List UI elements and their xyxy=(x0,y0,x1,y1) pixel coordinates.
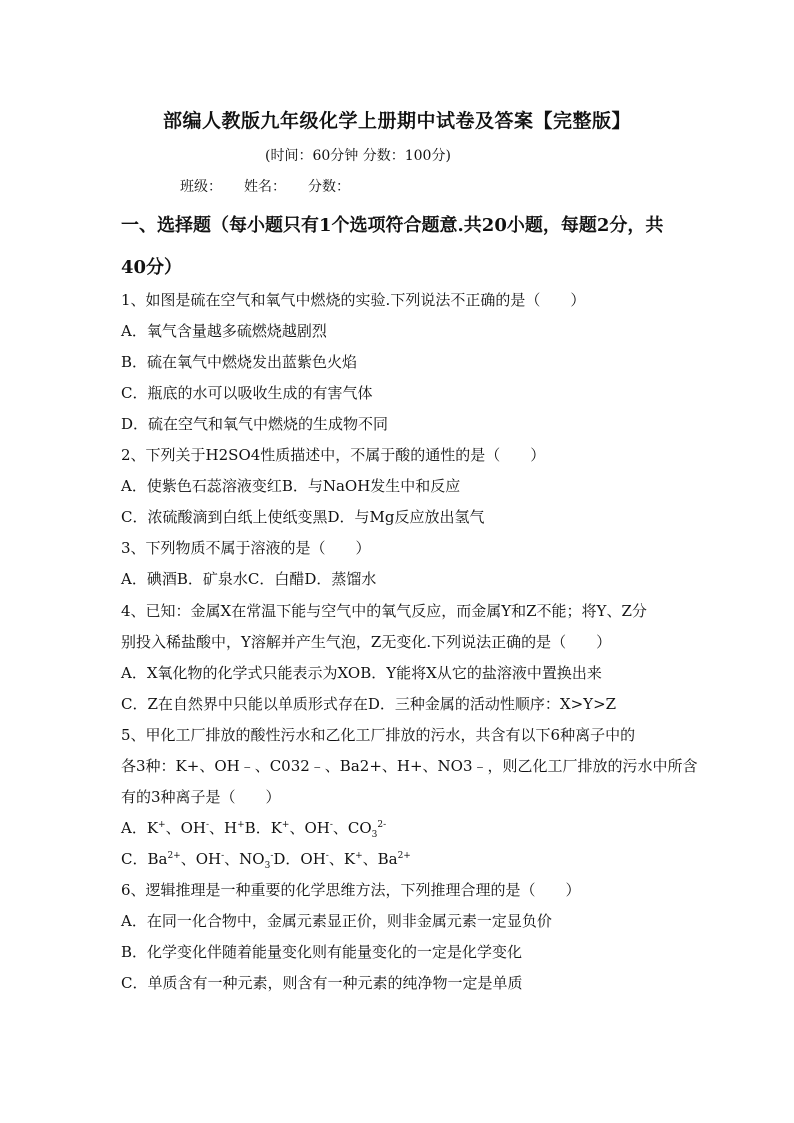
question-5-line1: 5、甲化工厂排放的酸性污水和乙化工厂排放的污水，共含有以下6种离子中的 xyxy=(121,726,636,744)
subscript: 3 xyxy=(264,861,271,871)
question-6: 6、逻辑推理是一种重要的化学思维方法，下列推理合理的是（ ） xyxy=(121,881,581,899)
question-6-option-c: C．单质含有一种元素，则含有一种元素的纯净物一定是单质 xyxy=(121,974,523,992)
text-run: 、CO xyxy=(332,819,372,837)
question-4-options-cd: C．Z在自然界中只能以单质形式存在D．三种金属的活动性顺序：X>Y>Z xyxy=(121,695,617,713)
question-5-line3: 有的3种离子是（ ） xyxy=(121,788,281,806)
superscript: + xyxy=(281,820,290,830)
text-run: 、K xyxy=(328,850,356,868)
text-run: 、Ba xyxy=(362,850,398,868)
subscript: 3 xyxy=(371,830,378,840)
time-score-info: (时间：60分钟 分数：100分) xyxy=(265,148,451,164)
question-1-option-a: A．氧气含量越多硫燃烧越剧烈 xyxy=(121,322,327,340)
question-1-option-d: D．硫在空气和氧气中燃烧的生成物不同 xyxy=(121,415,389,433)
text-run: 、H xyxy=(209,819,238,837)
superscript: - xyxy=(205,820,210,830)
text-run: D．OH xyxy=(273,850,326,868)
question-2-options-ab: A．使紫色石蕊溶液变红B．与NaOH发生中和反应 xyxy=(121,477,461,495)
question-2: 2、下列关于H2SO4性质描述中，不属于酸的通性的是（ ） xyxy=(121,446,546,464)
text-run: 、OH xyxy=(180,850,222,868)
exam-title: 部编人教版九年级化学上册期中试卷及答案【完整版】 xyxy=(162,110,631,132)
question-4-options-ab: A．X氧化物的化学式只能表示为XOB．Y能将X从它的盐溶液中置换出来 xyxy=(121,664,602,682)
text-run: 、OH xyxy=(289,819,330,837)
superscript: + xyxy=(237,820,245,830)
class-label: 班级： xyxy=(180,179,222,195)
question-2-options-cd: C．浓硫酸滴到白纸上使纸变黑D．与Mg反应放出氢气 xyxy=(121,508,485,526)
text-run: C．Ba xyxy=(121,850,168,868)
text-run: B．K xyxy=(244,819,282,837)
section-heading-line2: 40分） xyxy=(121,257,183,278)
superscript: - xyxy=(329,820,333,830)
question-1: 1、如图是硫在空气和氧气中燃烧的实验.下列说法不正确的是（ ） xyxy=(121,291,586,309)
section-heading-line1: 一、选择题（每小题只有1个选项符合题意.共20小题，每题2分，共 xyxy=(121,215,664,236)
question-6-option-b: B．化学变化伴随着能量变化则有能量变化的一定是化学变化 xyxy=(121,943,523,961)
question-5-line2: 各3种：K+、OH﹣、C032﹣、Ba2+、H+、NO3﹣，则乙化工厂排放的污水中所含 xyxy=(121,757,698,775)
superscript: + xyxy=(158,820,166,830)
question-1-option-c: C．瓶底的水可以吸收生成的有害气体 xyxy=(121,384,373,402)
question-6-option-a: A．在同一化合物中，金属元素显正价，则非金属元素一定显负价 xyxy=(121,912,552,930)
question-4-line2: 别投入稀盐酸中，Y溶解并产生气泡，Z无变化.下列说法正确的是（ ） xyxy=(121,633,612,651)
superscript: 2- xyxy=(377,820,387,830)
question-5-options-ab xyxy=(121,818,386,838)
text-run: 、NO xyxy=(224,850,265,868)
superscript: - xyxy=(270,851,274,861)
question-5-options-cd xyxy=(121,849,411,869)
question-1-option-b: B．硫在氧气中燃烧发出蓝紫色火焰 xyxy=(121,353,358,371)
text-run: A．K xyxy=(121,819,159,837)
question-3: 3、下列物质不属于溶液的是（ ） xyxy=(121,539,371,557)
question-3-options: A．碘酒B．矿泉水C．白醋D．蒸馏水 xyxy=(121,570,377,588)
score-label: 分数： xyxy=(308,179,350,195)
text-run: 、OH xyxy=(165,819,206,837)
superscript: - xyxy=(221,851,225,861)
superscript: - xyxy=(325,851,329,861)
superscript: 2+ xyxy=(397,851,411,861)
name-label: 姓名： xyxy=(244,179,286,195)
superscript: + xyxy=(355,851,363,861)
question-4-line1: 4、已知：金属X在常温下能与空气中的氧气反应，而金属Y和Z不能；将Y、Z分 xyxy=(121,602,647,620)
superscript: 2+ xyxy=(167,851,181,861)
student-info-row xyxy=(180,176,372,196)
